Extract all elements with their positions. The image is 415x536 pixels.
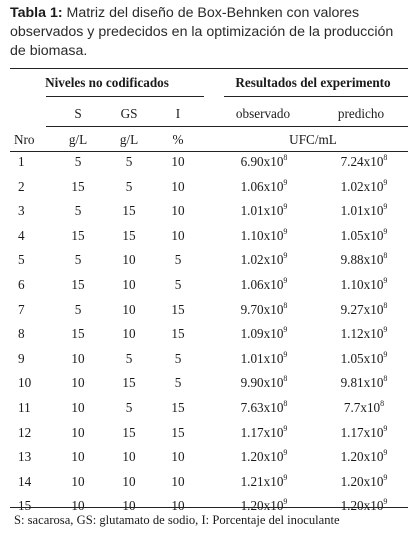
cell-predicted-value: 9.81x10 [340, 375, 384, 391]
cell-i-value: 5 [174, 375, 182, 391]
cell-predicted-exponent: 9 [383, 423, 388, 433]
cell-observed [241, 252, 288, 268]
cell-number [18, 425, 31, 441]
cell-i [175, 351, 182, 367]
cell-s-value: 15 [71, 178, 85, 194]
cell-predicted-exponent: 8 [383, 300, 388, 310]
cell-predicted-value: 1.10x10 [340, 277, 384, 292]
cell-s [71, 277, 84, 293]
cell-gs [126, 351, 133, 367]
cell-observed [241, 203, 288, 219]
cell-gs-value: 15 [122, 227, 136, 243]
cell-s-value: 5 [74, 154, 82, 169]
col-header-observed: observado [235, 106, 291, 121]
cell-i [171, 400, 184, 416]
col-header-number [14, 132, 35, 148]
cell-predicted-exponent: 9 [383, 226, 388, 236]
cell-gs-value: 15 [122, 375, 136, 391]
cell-gs-value: 5 [125, 154, 133, 169]
cell-observed-exponent: 8 [283, 374, 288, 384]
cell-s [75, 252, 82, 268]
cell-predicted-exponent: 9 [383, 325, 388, 335]
cell-gs-value: 10 [122, 473, 136, 489]
cell-observed-exponent: 9 [283, 325, 288, 335]
cell-i-value: 10 [171, 227, 185, 243]
cell-s [75, 154, 82, 170]
subheader-rule [46, 126, 408, 127]
cell-number [18, 375, 31, 391]
cell-predicted-value: 1.20x10 [340, 473, 384, 489]
cell-s [71, 228, 84, 244]
col-header-predicted: predicho [337, 106, 385, 121]
cell-gs [122, 375, 135, 391]
cell-observed-exponent: 9 [283, 226, 288, 236]
cell-number-value: 14 [18, 473, 32, 489]
cell-predicted-exponent: 9 [383, 497, 388, 507]
cell-number-value: 7 [18, 301, 25, 317]
cell-number [18, 179, 25, 195]
cell-predicted [341, 326, 388, 342]
cell-observed-value: 1.17x10 [240, 424, 284, 440]
cell-s-value: 5 [74, 301, 82, 317]
cell-s [71, 449, 84, 465]
unit-gs: g/L [119, 132, 139, 147]
cell-predicted [341, 302, 388, 318]
cell-observed-value: 1.09x10 [240, 326, 284, 342]
cell-number-value: 6 [18, 277, 25, 292]
cell-s [71, 474, 84, 490]
cell-predicted-exponent: 9 [383, 472, 388, 482]
cell-observed [241, 277, 288, 293]
cell-gs [126, 400, 133, 416]
cell-predicted-exponent: 8 [383, 153, 388, 162]
cell-i-value: 10 [171, 203, 185, 219]
cell-s-value: 15 [71, 227, 85, 243]
cell-observed [241, 449, 288, 465]
cell-observed-value: 9.90x10 [240, 375, 284, 391]
cell-gs-value: 10 [122, 252, 136, 268]
cell-predicted [341, 252, 388, 268]
group-header-levels: Niveles no codificados [45, 75, 169, 90]
cell-i-value: 15 [171, 326, 185, 342]
unit-s: g/L [68, 132, 88, 147]
cell-number-value: 10 [18, 375, 32, 391]
unit-result: UFC/mL [289, 132, 337, 147]
cell-gs-value: 15 [122, 203, 136, 219]
cell-observed-value: 1.20x10 [240, 498, 284, 514]
cell-number-value: 4 [18, 227, 25, 243]
cell-gs [126, 179, 133, 195]
cell-i-value: 15 [171, 400, 185, 415]
cell-number-value: 3 [18, 203, 25, 219]
cell-number [18, 302, 25, 318]
cell-predicted [341, 351, 388, 367]
cell-observed-exponent: 9 [283, 472, 288, 482]
cell-number [18, 351, 25, 367]
cell-number [18, 154, 25, 170]
cell-predicted-value: 7.24x10 [340, 154, 384, 169]
cell-observed-exponent: 8 [283, 300, 288, 310]
cell-observed-value: 9.70x10 [240, 301, 284, 317]
cell-i-value: 10 [171, 473, 185, 489]
unit-i: % [172, 132, 184, 147]
cell-s-value: 10 [71, 400, 85, 415]
cell-observed [241, 351, 288, 367]
cell-i [171, 203, 184, 219]
cell-predicted-value: 7.7x10 [343, 400, 381, 415]
cell-predicted [344, 400, 384, 416]
cell-number [18, 449, 31, 465]
cell-s-value: 15 [71, 326, 85, 342]
table-caption [10, 4, 410, 61]
cell-s [71, 326, 84, 342]
cell-predicted-value: 9.88x10 [340, 252, 384, 268]
cell-gs [122, 474, 135, 490]
cell-number [18, 252, 25, 268]
cell-gs [122, 449, 135, 465]
cell-s-value: 10 [71, 473, 85, 489]
cell-s [75, 203, 82, 219]
cell-number-value: 15 [18, 498, 32, 514]
cell-predicted [341, 154, 388, 170]
cell-observed-exponent: 8 [283, 153, 288, 162]
cell-predicted [341, 179, 388, 195]
cell-number [18, 277, 25, 293]
cell-predicted [341, 375, 388, 391]
cell-number-value: 8 [18, 326, 25, 342]
cell-gs-value: 10 [122, 326, 136, 342]
cell-gs-value: 5 [125, 400, 133, 415]
cell-gs-value: 10 [122, 449, 136, 465]
cell-gs [122, 277, 135, 293]
cell-observed-exponent: 9 [283, 349, 288, 359]
cell-observed-value: 1.01x10 [240, 203, 284, 219]
cell-observed [241, 302, 288, 318]
cell-s-value: 10 [71, 449, 85, 465]
cell-i-value: 10 [171, 154, 185, 169]
cell-number [18, 228, 25, 244]
cell-gs [122, 228, 135, 244]
cell-number [18, 400, 31, 416]
cell-observed-value: 1.21x10 [240, 473, 284, 489]
cell-observed [241, 154, 288, 170]
cell-i [175, 277, 182, 293]
row-number-label: Nro [14, 132, 35, 147]
cell-predicted-value: 1.02x10 [340, 178, 384, 194]
cell-observed-exponent: 9 [283, 251, 288, 261]
cell-number-value: 11 [18, 400, 31, 415]
cell-i [171, 154, 184, 170]
cell-s [71, 400, 84, 416]
cell-i-value: 5 [174, 350, 182, 366]
cell-observed-exponent: 8 [283, 399, 288, 408]
cell-predicted-value: 1.20x10 [340, 449, 384, 465]
cell-gs-value: 10 [122, 301, 136, 317]
cell-observed-exponent: 9 [283, 177, 288, 187]
cell-number-value: 5 [18, 252, 25, 268]
cell-i [175, 252, 182, 268]
cell-observed-value: 1.01x10 [240, 350, 284, 366]
cell-i-value: 5 [174, 277, 182, 292]
cell-gs [126, 154, 133, 170]
group-header-results: Resultados del experimento [235, 75, 391, 90]
group-rule-results [224, 96, 408, 97]
cell-i-value: 10 [171, 498, 185, 514]
cell-s-value: 10 [71, 498, 85, 514]
cell-observed-value: 1.06x10 [240, 277, 284, 292]
cell-i [171, 474, 184, 490]
cell-s-value: 10 [71, 350, 85, 366]
cell-observed [241, 228, 288, 244]
cell-s [71, 375, 84, 391]
cell-observed [241, 179, 288, 195]
cell-observed [241, 375, 288, 391]
caption-label: Tabla 1: [10, 5, 63, 21]
cell-observed-value: 7.63x10 [240, 400, 284, 415]
top-rule [10, 68, 408, 69]
cell-i [171, 425, 184, 441]
cell-predicted-value: 1.01x10 [340, 203, 384, 219]
header-bottom-rule [10, 151, 408, 152]
cell-s [71, 179, 84, 195]
cell-observed [241, 425, 288, 441]
cell-predicted [341, 474, 388, 490]
cell-i [171, 302, 184, 318]
cell-i [175, 375, 182, 391]
cell-observed-exponent: 9 [283, 423, 288, 433]
cell-predicted [341, 277, 388, 293]
cell-number-value: 9 [18, 350, 25, 366]
cell-number-value: 12 [18, 424, 32, 440]
col-header-s: S [74, 106, 82, 121]
col-header-gs: GS [120, 106, 138, 121]
cell-predicted-exponent: 9 [383, 177, 388, 187]
cell-observed [241, 474, 288, 490]
cell-predicted [341, 425, 388, 441]
cell-gs-value: 10 [122, 277, 136, 292]
cell-i [171, 228, 184, 244]
cell-predicted-exponent: 8 [383, 251, 388, 261]
col-header-i: I [175, 106, 181, 121]
cell-s-value: 5 [74, 203, 82, 219]
cell-observed-exponent: 9 [283, 202, 288, 212]
cell-gs-value: 5 [125, 178, 133, 194]
cell-i [171, 449, 184, 465]
cell-predicted [341, 228, 388, 244]
cell-gs [122, 203, 135, 219]
bottom-rule [10, 507, 408, 508]
cell-observed-value: 1.06x10 [240, 178, 284, 194]
table-footnote: S: sacarosa, GS: glutamato de sodio, I: Porcentaje del inoculante [14, 513, 340, 527]
cell-gs-value: 10 [122, 498, 136, 514]
cell-gs [122, 425, 135, 441]
cell-observed-value: 1.20x10 [240, 449, 284, 465]
cell-observed-exponent: 9 [283, 497, 288, 507]
cell-predicted-exponent: 9 [383, 276, 388, 285]
cell-gs-value: 15 [122, 424, 136, 440]
cell-predicted-exponent: 8 [383, 374, 388, 384]
cell-s [71, 425, 84, 441]
cell-i-value: 10 [171, 449, 185, 465]
cell-number [18, 326, 25, 342]
cell-predicted-exponent: 9 [383, 202, 388, 212]
cell-number-value: 13 [18, 449, 32, 465]
cell-predicted-exponent: 8 [380, 399, 385, 408]
cell-i [171, 326, 184, 342]
caption-text: Matriz del diseño de Box-Behnken con valores observados y predecidos en la optimización de la producción de biomasa. [10, 5, 394, 59]
cell-number-value: 1 [18, 154, 25, 169]
cell-observed [241, 326, 288, 342]
cell-observed-value: 1.10x10 [240, 227, 284, 243]
cell-s-value: 15 [71, 277, 85, 292]
cell-predicted [341, 203, 388, 219]
cell-s [75, 302, 82, 318]
cell-i-value: 15 [171, 424, 185, 440]
cell-predicted-value: 1.12x10 [340, 326, 384, 342]
cell-gs [122, 326, 135, 342]
cell-i [171, 179, 184, 195]
cell-number [18, 474, 31, 490]
cell-predicted-value: 9.27x10 [340, 301, 384, 317]
cell-observed-value: 6.90x10 [240, 154, 284, 169]
cell-predicted-exponent: 9 [383, 448, 388, 458]
cell-i-value: 10 [171, 178, 185, 194]
cell-predicted-exponent: 9 [383, 349, 388, 359]
cell-predicted [341, 449, 388, 465]
cell-i-value: 15 [171, 301, 185, 317]
cell-predicted-value: 1.05x10 [340, 227, 384, 243]
cell-predicted-value: 1.20x10 [340, 498, 384, 514]
cell-gs [122, 302, 135, 318]
cell-predicted-value: 1.05x10 [340, 350, 384, 366]
cell-s-value: 10 [71, 424, 85, 440]
cell-gs [122, 252, 135, 268]
cell-s-value: 10 [71, 375, 85, 391]
cell-observed-exponent: 9 [283, 276, 288, 285]
cell-number [18, 203, 25, 219]
cell-predicted-value: 1.17x10 [340, 424, 384, 440]
cell-i-value: 5 [174, 252, 182, 268]
cell-number-value: 2 [18, 178, 25, 194]
cell-s-value: 5 [74, 252, 82, 268]
cell-observed-value: 1.02x10 [240, 252, 284, 268]
cell-s [71, 351, 84, 367]
group-rule-levels [46, 96, 204, 97]
cell-observed-exponent: 9 [283, 448, 288, 458]
cell-observed [241, 400, 288, 416]
cell-gs-value: 5 [125, 350, 133, 366]
